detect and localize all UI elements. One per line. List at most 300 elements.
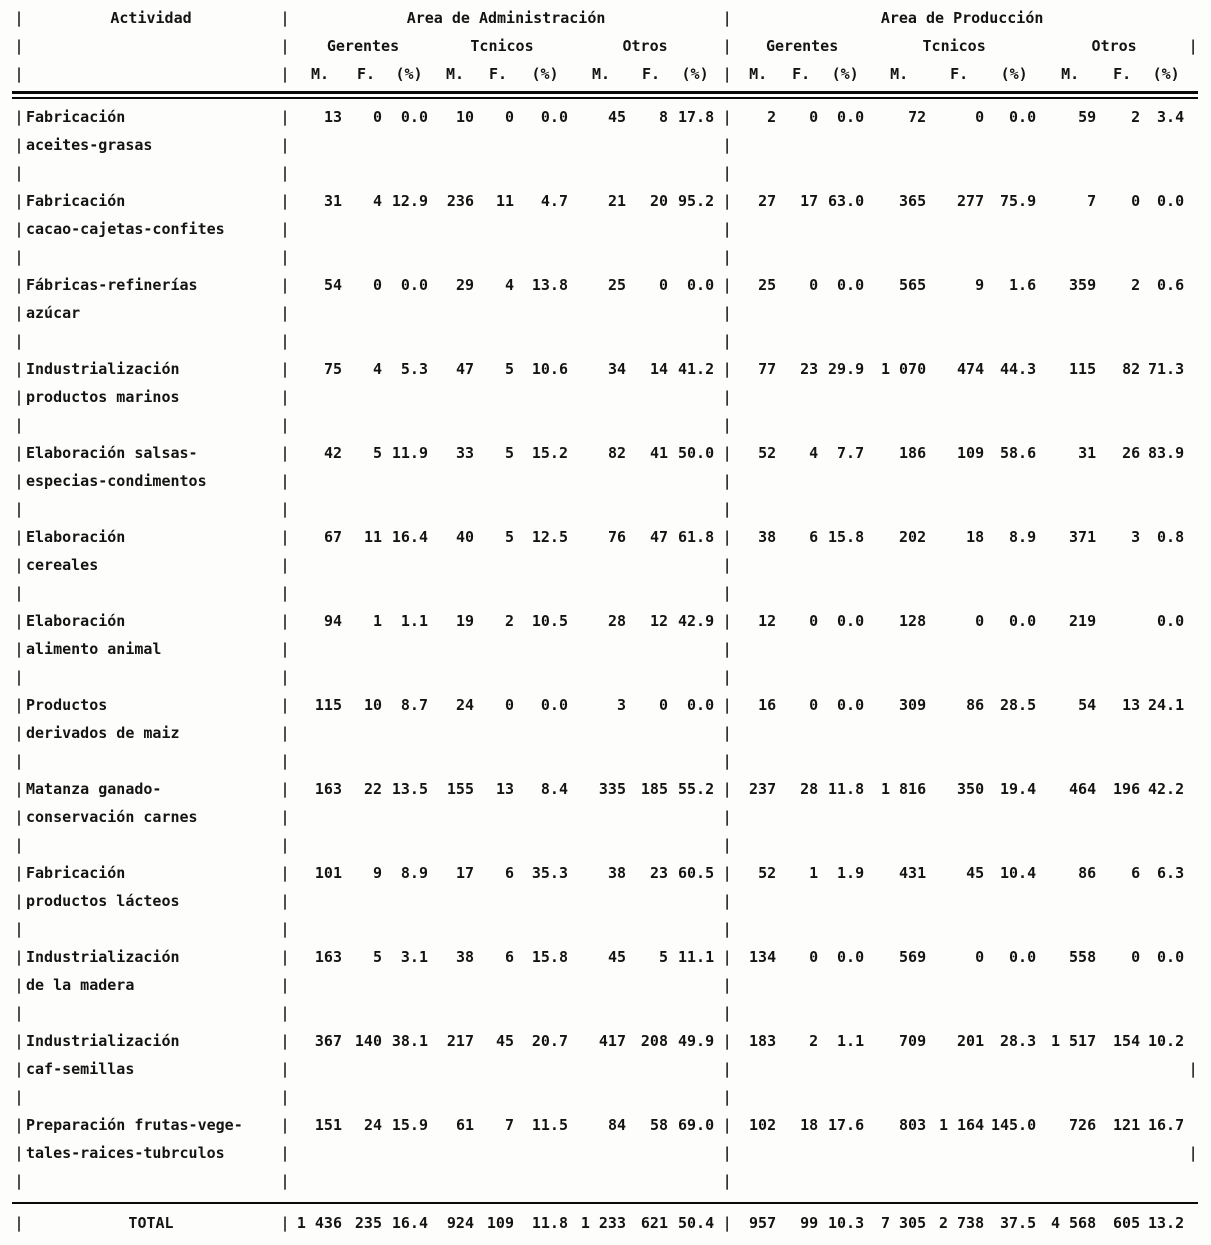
cell-prod-2-row-2: 0.0 [837,276,865,294]
row-spacer [26,243,276,271]
table-border-pipe: | [280,360,290,378]
cell-admin-6-row-6: 28 [607,612,626,630]
cell-prod-5-row-0: 0.0 [1009,108,1037,126]
cell-prod-5-row-3: 44.3 [1000,360,1037,378]
cell-admin-7-row-10: 5 [658,948,668,966]
activity-name-line2: de la madera [26,976,135,994]
activity-name-line2: productos marinos [26,388,180,406]
table-border-pipe: | [722,1060,732,1078]
row-spacer [294,1055,718,1083]
table-border-pipe: | [14,108,24,126]
cell-prod-4-row-2: 9 [975,276,985,294]
cell-admin-7-row-6: 12 [649,612,668,630]
activity-name-line1: Productos [26,696,108,714]
table-border-pipe [1188,215,1198,243]
cell-admin-6-row-7: 3 [616,696,626,714]
cell-admin-2-row-8: 13.5 [391,780,428,798]
table-edge-spacer [1188,327,1198,355]
table-border-pipe: | [280,640,290,658]
cell-prod-4-row-12: 1 164 [938,1116,985,1134]
cell-admin-6-row-11: 417 [598,1032,626,1050]
cell-prod-8-row-1: 0.0 [1157,192,1185,210]
row-spacer [294,299,718,327]
row-spacer [736,215,1188,243]
cell-admin-6-row-0: 45 [607,108,626,126]
cell-admin-0-row-12: 151 [314,1116,342,1134]
table-edge-spacer [1188,747,1198,775]
row-spacer [294,159,718,187]
table-border-pipe: | [280,612,290,630]
table-border-pipe: | [722,37,732,55]
cell-admin-6-row-9: 38 [607,864,626,882]
cell-admin-3-row-12: 61 [455,1116,474,1134]
cell-prod-8-row-10: 0.0 [1157,948,1185,966]
activity-name-line2: azúcar [26,304,81,322]
table-border-pipe: | [14,920,24,938]
cell-admin-0-row-9: 101 [314,864,342,882]
row-spacer [26,1167,276,1195]
cell-prod-8-row-7: 24.1 [1148,696,1185,714]
cell-admin-4-row-0: 0 [504,108,514,126]
cell-admin-2-row-9: 8.9 [400,864,428,882]
subcol-header-m-: M. [890,65,909,83]
table-border-pipe: | [722,500,732,518]
row-spacer [26,327,276,355]
cell-admin-3-row-7: 24 [455,696,474,714]
cell-admin-1-row-5: 11 [363,528,382,546]
cell-admin-0-row-2: 54 [323,276,342,294]
table-border-pipe: | [14,192,24,210]
cell-admin-2-row-7: 8.7 [400,696,428,714]
cell-prod-8-row-5: 0.8 [1157,528,1185,546]
table-border-pipe: | [280,472,290,490]
cell-admin-7-row-2: 0 [658,276,668,294]
row-spacer [736,411,1188,439]
subcol-header-f-: F. [488,65,508,83]
row-spacer [736,663,1188,691]
table-border-pipe [1188,383,1198,411]
cell-admin-1-row-2: 0 [372,276,382,294]
table-border-pipe: | [14,836,24,854]
row-spacer [294,1167,718,1195]
table-border-pipe: | [14,556,24,574]
cell-admin-2-row-0: 0.0 [400,108,428,126]
cell-admin-2-row-12: 15.9 [391,1116,428,1134]
cell-prod-3-row-6: 128 [899,612,927,630]
table-edge-spacer [1188,103,1198,131]
row-spacer [294,719,718,747]
row-spacer [736,971,1188,999]
cell-prod-6-row-5: 371 [1069,528,1097,546]
cell-prod-5-row-1: 75.9 [1000,192,1037,210]
row-spacer [294,663,718,691]
subcol-header--: (%) [681,65,709,83]
table-border-pipe: | [722,528,732,546]
subcol-header--: (%) [531,65,559,83]
row-spacer [294,327,718,355]
table-border-pipe [1188,887,1198,915]
cell-admin-1-row-8: 22 [363,780,382,798]
cell-admin-1-row-11: 140 [354,1032,382,1050]
cell-prod-7-row-8: 196 [1113,780,1141,798]
subcol-header-f-: F. [356,65,376,83]
table-border-pipe: | [14,668,24,686]
subcol-header--: (%) [831,65,859,83]
table-edge-spacer [1188,775,1198,803]
table-border-pipe: | [14,220,24,238]
cell-admin-1-row-1: 4 [372,192,382,210]
table-border-pipe: | [280,724,290,742]
cell-prod-6-row-3: 115 [1069,360,1097,378]
table-border-pipe: | [280,892,290,910]
cell-prod-4-row-1: 277 [957,192,985,210]
total-admin-6: 1 233 [580,1214,626,1232]
table-border-pipe [1188,719,1198,747]
row-spacer [294,831,718,859]
table-border-pipe: | [280,948,290,966]
table-edge-spacer [1188,943,1198,971]
table-border-pipe: | [14,1116,24,1134]
row-spacer [736,467,1188,495]
table-border-pipe: | [14,612,24,630]
cell-prod-6-row-2: 359 [1069,276,1097,294]
row-spacer [26,999,276,1027]
cell-prod-6-row-1: 7 [1087,192,1097,210]
row-spacer [294,215,718,243]
cell-prod-1-row-11: 2 [809,1032,819,1050]
table-border-pipe: | [14,37,24,55]
cell-prod-2-row-6: 0.0 [837,612,865,630]
table-border-pipe: | [722,584,732,602]
table-border-pipe: | [722,556,732,574]
table-edge-spacer [1188,159,1198,187]
total-admin-7: 621 [640,1214,668,1232]
table-spacer [26,32,276,60]
table-edge-spacer [1188,691,1198,719]
cell-prod-4-row-0: 0 [975,108,985,126]
cell-prod-3-row-12: 803 [899,1116,927,1134]
table-border-pipe: | [14,1214,24,1232]
cell-admin-7-row-4: 41 [649,444,668,462]
total-admin-3: 924 [446,1214,474,1232]
total-prod-8: 13.2 [1148,1214,1185,1232]
table-border-pipe: | [280,528,290,546]
row-spacer [294,411,718,439]
table-border-pipe: | [280,276,290,294]
cell-admin-0-row-10: 163 [314,948,342,966]
table-border-pipe: | [280,920,290,938]
table-border-pipe: | [722,1116,732,1134]
cell-prod-5-row-9: 10.4 [1000,864,1037,882]
table-border-pipe: | [1188,1144,1198,1162]
cell-prod-3-row-10: 569 [899,948,927,966]
table-edge-spacer [1188,859,1198,887]
row-spacer [736,1055,1188,1083]
table-border-pipe: | [280,584,290,602]
table-border-pipe: | [14,136,24,154]
table-border-pipe: | [280,556,290,574]
cell-admin-1-row-3: 4 [372,360,382,378]
row-spacer [736,747,1188,775]
cell-prod-2-row-5: 15.8 [828,528,865,546]
total-admin-4: 109 [486,1214,514,1232]
area-admin-header: Area de Administración [406,9,606,27]
table-edge-spacer [1188,999,1198,1027]
row-spacer [294,1139,718,1167]
table-border-pipe: | [14,892,24,910]
group-header-gerentes: Gerentes [766,37,839,55]
cell-admin-1-row-0: 0 [372,108,382,126]
activity-name-line1: Fabricación [26,192,126,210]
row-spacer [294,467,718,495]
activity-name-line1: Elaboración [26,528,126,546]
table-border-pipe: | [14,444,24,462]
cell-admin-1-row-12: 24 [363,1116,382,1134]
table-border-pipe: | [14,304,24,322]
cell-admin-1-row-4: 5 [372,444,382,462]
cell-admin-7-row-3: 14 [649,360,668,378]
subcol-header-m-: M. [749,65,768,83]
total-prod-3: 7 305 [880,1214,927,1232]
row-spacer [736,999,1188,1027]
table-border-pipe: | [722,1088,732,1106]
table-border-pipe: | [14,696,24,714]
table-border-pipe: | [14,864,24,882]
table-border-pipe: | [14,416,24,434]
cell-prod-0-row-10: 134 [749,948,777,966]
table-border-pipe: | [14,752,24,770]
table-border-pipe: | [280,500,290,518]
cell-admin-0-row-0: 13 [323,108,342,126]
table-border-pipe: | [722,248,732,266]
cell-admin-8-row-6: 42.9 [678,612,715,630]
activity-statistics-table [12,4,1198,1237]
table-border-pipe: | [280,808,290,826]
table-border-pipe: | [14,65,24,83]
cell-prod-7-row-10: 0 [1131,948,1141,966]
cell-prod-0-row-8: 237 [749,780,777,798]
table-border-pipe: | [280,388,290,406]
cell-admin-0-row-6: 94 [323,612,342,630]
total-admin-5: 11.8 [531,1214,568,1232]
table-border-pipe: | [722,388,732,406]
cell-admin-5-row-4: 15.2 [531,444,568,462]
cell-admin-4-row-11: 45 [495,1032,514,1050]
table-border-pipe [1188,803,1198,831]
cell-admin-8-row-5: 61.8 [678,528,715,546]
cell-admin-5-row-2: 13.8 [531,276,568,294]
cell-prod-1-row-6: 0 [809,612,819,630]
cell-admin-5-row-7: 0.0 [540,696,568,714]
cell-admin-8-row-7: 0.0 [687,696,715,714]
row-spacer [294,551,718,579]
table-border-pipe: | [14,780,24,798]
subcol-header-f-: F. [950,65,969,83]
total-separator-rule [12,1195,1198,1209]
table-border-pipe: | [280,192,290,210]
table-border-pipe: | [14,164,24,182]
cell-admin-4-row-4: 5 [504,444,514,462]
activity-name-line1: Industrialización [26,948,180,966]
cell-prod-2-row-9: 1.9 [837,864,865,882]
cell-admin-2-row-10: 3.1 [400,948,428,966]
table-border-pipe: | [722,108,732,126]
cell-admin-8-row-9: 60.5 [678,864,715,882]
cell-prod-7-row-9: 6 [1131,864,1141,882]
total-label: TOTAL [128,1214,174,1232]
cell-admin-0-row-3: 75 [323,360,342,378]
cell-admin-3-row-10: 38 [455,948,474,966]
cell-admin-0-row-4: 42 [323,444,342,462]
cell-admin-5-row-12: 11.5 [531,1116,568,1134]
header-double-rule [12,88,1198,103]
row-spacer [26,495,276,523]
table-border-pipe: | [722,920,732,938]
cell-admin-3-row-9: 17 [455,864,474,882]
cell-prod-7-row-12: 121 [1113,1116,1141,1134]
cell-admin-0-row-7: 115 [314,696,342,714]
cell-admin-6-row-4: 82 [607,444,626,462]
cell-prod-6-row-8: 464 [1069,780,1097,798]
table-edge-spacer [1188,187,1198,215]
cell-prod-3-row-4: 186 [899,444,927,462]
cell-prod-0-row-12: 102 [749,1116,777,1134]
row-spacer [294,1083,718,1111]
cell-prod-4-row-8: 350 [957,780,985,798]
table-edge-spacer [1188,1111,1198,1139]
cell-prod-6-row-9: 86 [1078,864,1097,882]
cell-admin-2-row-11: 38.1 [391,1032,428,1050]
table-border-pipe: | [722,696,732,714]
activity-name-line1: Industrialización [26,360,180,378]
cell-admin-2-row-3: 5.3 [400,360,428,378]
table-edge-spacer [1188,495,1198,523]
table-border-pipe: | [280,9,290,27]
group-header-otros: Otros [622,37,668,55]
table-edge-spacer [1188,243,1198,271]
cell-admin-5-row-11: 20.7 [531,1032,568,1050]
cell-prod-2-row-11: 1.1 [837,1032,865,1050]
activity-name-line2: productos lácteos [26,892,180,910]
cell-prod-2-row-8: 11.8 [828,780,865,798]
cell-prod-6-row-0: 59 [1078,108,1097,126]
table-edge-spacer [1188,4,1198,32]
cell-prod-0-row-4: 52 [758,444,777,462]
activity-name-line2: cacao-cajetas-confites [26,220,225,238]
table-edge-spacer [1188,831,1198,859]
table-border-pipe: | [280,780,290,798]
cell-admin-8-row-1: 95.2 [678,192,715,210]
subcol-header-m-: M. [591,65,611,83]
cell-admin-5-row-1: 4.7 [540,192,568,210]
table-edge-spacer [1188,1027,1198,1055]
table-border-pipe: | [14,528,24,546]
cell-admin-3-row-2: 29 [455,276,474,294]
cell-admin-2-row-5: 16.4 [391,528,428,546]
table-border-pipe: | [14,9,24,27]
cell-admin-6-row-8: 335 [598,780,626,798]
cell-admin-3-row-4: 33 [455,444,474,462]
cell-prod-8-row-6: 0.0 [1157,612,1185,630]
table-border-pipe: | [722,416,732,434]
table-border-pipe: | [1188,37,1198,55]
cell-prod-5-row-5: 8.9 [1009,528,1037,546]
subcol-header-m-: M. [445,65,465,83]
table-border-pipe: | [722,65,732,83]
table-border-pipe: | [14,808,24,826]
activity-name-line1: Industrialización [26,1032,180,1050]
cell-prod-7-row-7: 13 [1122,696,1141,714]
subcol-header--: (%) [395,65,423,83]
cell-prod-3-row-8: 1 816 [880,780,927,798]
cell-admin-5-row-10: 15.8 [531,948,568,966]
table-border-pipe: | [280,1144,290,1162]
table-border-pipe: | [722,724,732,742]
cell-prod-3-row-5: 202 [899,528,927,546]
cell-prod-1-row-7: 0 [809,696,819,714]
row-spacer [736,1083,1188,1111]
row-spacer [26,159,276,187]
row-spacer [736,1167,1188,1195]
cell-prod-2-row-4: 7.7 [837,444,865,462]
table-border-pipe: | [14,584,24,602]
cell-prod-5-row-6: 0.0 [1009,612,1037,630]
cell-prod-1-row-10: 0 [809,948,819,966]
row-spacer [736,831,1188,859]
total-prod-2: 10.3 [828,1214,865,1232]
table-border-pipe: | [722,976,732,994]
cell-prod-1-row-1: 17 [800,192,819,210]
table-border-pipe: | [280,220,290,238]
total-prod-7: 605 [1113,1214,1141,1232]
table-border-pipe: | [14,1004,24,1022]
cell-prod-8-row-12: 16.7 [1148,1116,1185,1134]
table-border-pipe: | [280,1172,290,1190]
cell-admin-4-row-8: 13 [495,780,514,798]
cell-prod-6-row-12: 726 [1069,1116,1097,1134]
table-border-pipe: | [722,864,732,882]
table-border-pipe: | [14,472,24,490]
table-border-pipe: | [14,388,24,406]
row-spacer [736,803,1188,831]
cell-prod-3-row-2: 565 [899,276,927,294]
table-border-pipe: | [722,164,732,182]
cell-prod-1-row-8: 28 [800,780,819,798]
row-spacer [736,579,1188,607]
cell-prod-5-row-8: 19.4 [1000,780,1037,798]
table-border-pipe: | [722,304,732,322]
table-edge-spacer [1188,523,1198,551]
table-body [12,103,1198,1237]
cell-prod-5-row-2: 1.6 [1009,276,1037,294]
cell-prod-1-row-3: 23 [800,360,819,378]
table-border-pipe: | [280,37,290,55]
group-header-gerentes: Gerentes [326,37,400,55]
row-spacer [294,383,718,411]
cell-prod-0-row-9: 52 [758,864,777,882]
table-edge-spacer [1188,1209,1198,1237]
table-border-pipe: | [722,808,732,826]
cell-admin-0-row-5: 67 [323,528,342,546]
row-spacer [736,635,1188,663]
table-border-pipe: | [14,276,24,294]
row-spacer [26,831,276,859]
activity-name-line2: alimento animal [26,640,162,658]
cell-admin-4-row-10: 6 [504,948,514,966]
table-border-pipe: | [280,248,290,266]
cell-admin-5-row-9: 35.3 [531,864,568,882]
cell-admin-8-row-2: 0.0 [687,276,715,294]
